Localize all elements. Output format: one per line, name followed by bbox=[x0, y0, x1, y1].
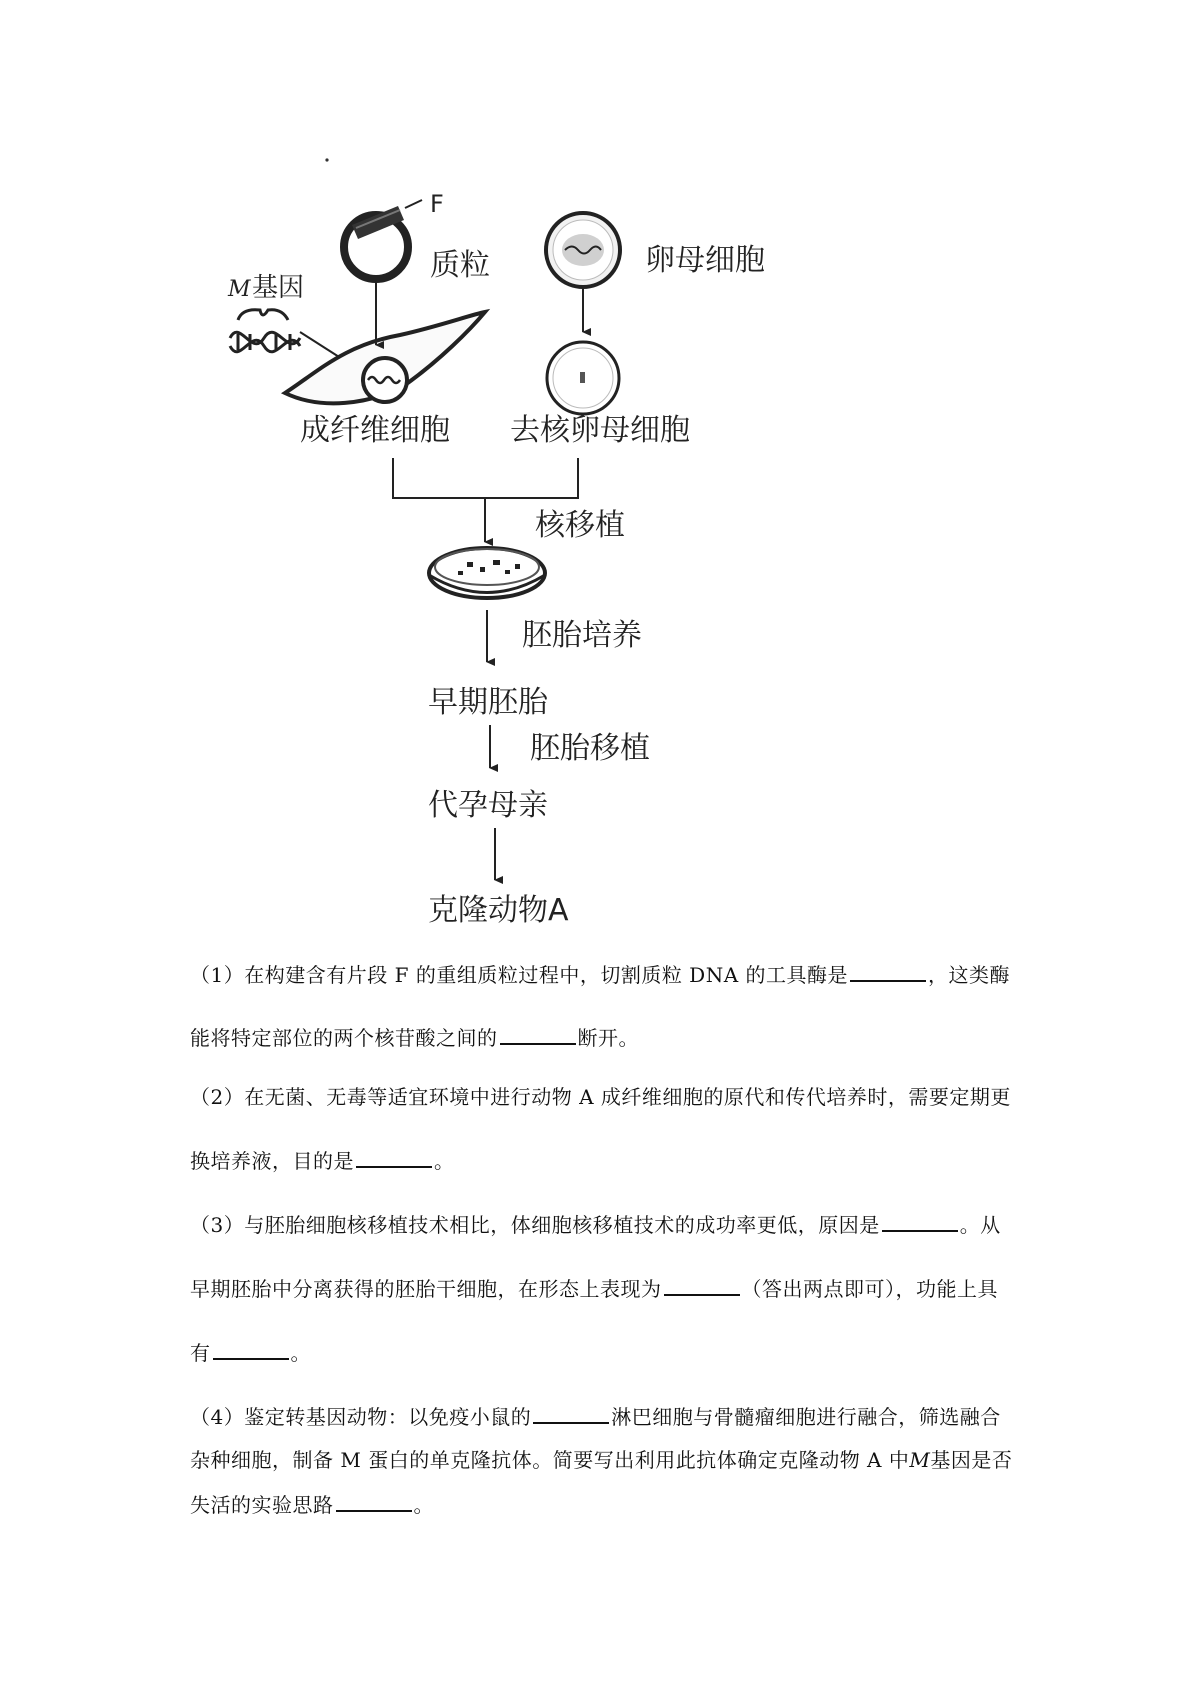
label-enucleated-oocyte: 去核卵母细胞 bbox=[510, 413, 690, 448]
q3-line3: 有 。 bbox=[190, 1338, 1030, 1367]
q4-blank-2[interactable] bbox=[336, 1490, 412, 1512]
q3-line1: （3）与胚胎细胞核移植技术相比，体细胞核移植技术的成功率更低，原因是 。从 bbox=[190, 1210, 1030, 1239]
label-embryo-transfer: 胚胎移植 bbox=[530, 731, 650, 766]
label-M-gene-italic: M bbox=[228, 277, 251, 302]
q4-line3: 失活的实验思路 。 bbox=[190, 1490, 1030, 1519]
label-early-embryo: 早期胚胎 bbox=[428, 685, 548, 720]
q4-blank-1[interactable] bbox=[533, 1402, 609, 1424]
label-F: F bbox=[430, 190, 444, 218]
label-clone-animal: 克隆动物A bbox=[428, 893, 569, 928]
enucleated-oocyte-icon bbox=[547, 342, 619, 414]
label-surrogate-mother: 代孕母亲 bbox=[428, 788, 548, 823]
merge-lines bbox=[393, 458, 578, 498]
label-plasmid: 质粒 bbox=[430, 248, 490, 283]
q4-line1: （4）鉴定转基因动物：以免疫小鼠的 淋巴细胞与骨髓瘤细胞进行融合，筛选融合 bbox=[190, 1402, 1030, 1431]
q3-blank-2[interactable] bbox=[664, 1274, 740, 1296]
oocyte-icon bbox=[546, 213, 620, 287]
q2-line1: （2）在无菌、无毒等适宜环境中进行动物 A 成纤维细胞的原代和传代培养时，需要定期更 bbox=[190, 1085, 1011, 1109]
q1-line1: （1）在构建含有片段 F 的重组质粒过程中，切割质粒 DNA 的工具酶是 ，这类酶 bbox=[190, 960, 1030, 989]
q3-line2: 早期胚胎中分离获得的胚胎干细胞，在形态上表现为 （答出两点即可），功能上具 bbox=[190, 1274, 1030, 1303]
q4-line2: 杂种细胞，制备 M 蛋白的单克隆抗体。简要写出利用此抗体确定克隆动物 A 中M基因是否 bbox=[190, 1448, 1013, 1472]
label-gene: 基因 bbox=[252, 273, 305, 303]
q2-line2: 换培养液，目的是 。 bbox=[190, 1146, 1030, 1175]
plasmid-icon bbox=[344, 200, 422, 279]
q1-blank-2[interactable] bbox=[500, 1023, 576, 1045]
q1-blank-1[interactable] bbox=[850, 960, 926, 982]
stray-dot bbox=[325, 158, 328, 161]
culture-dish-icon bbox=[429, 548, 545, 598]
fibroblast-cell-icon bbox=[285, 312, 485, 403]
q3-blank-3[interactable] bbox=[213, 1338, 289, 1360]
label-fibroblast: 成纤维细胞 bbox=[300, 413, 450, 448]
q1-line2: 能将特定部位的两个核苷酸之间的 断开。 bbox=[190, 1023, 1030, 1052]
label-nuclear-transfer: 核移植 bbox=[535, 508, 625, 543]
q3-blank-1[interactable] bbox=[882, 1210, 958, 1232]
q4-gene-italic-M: M bbox=[909, 1448, 931, 1472]
dna-double-helix-icon bbox=[230, 310, 300, 352]
q2-blank-1[interactable] bbox=[356, 1146, 432, 1168]
label-embryo-culture: 胚胎培养 bbox=[522, 618, 642, 653]
label-oocyte: 卵母细胞 bbox=[645, 243, 765, 278]
